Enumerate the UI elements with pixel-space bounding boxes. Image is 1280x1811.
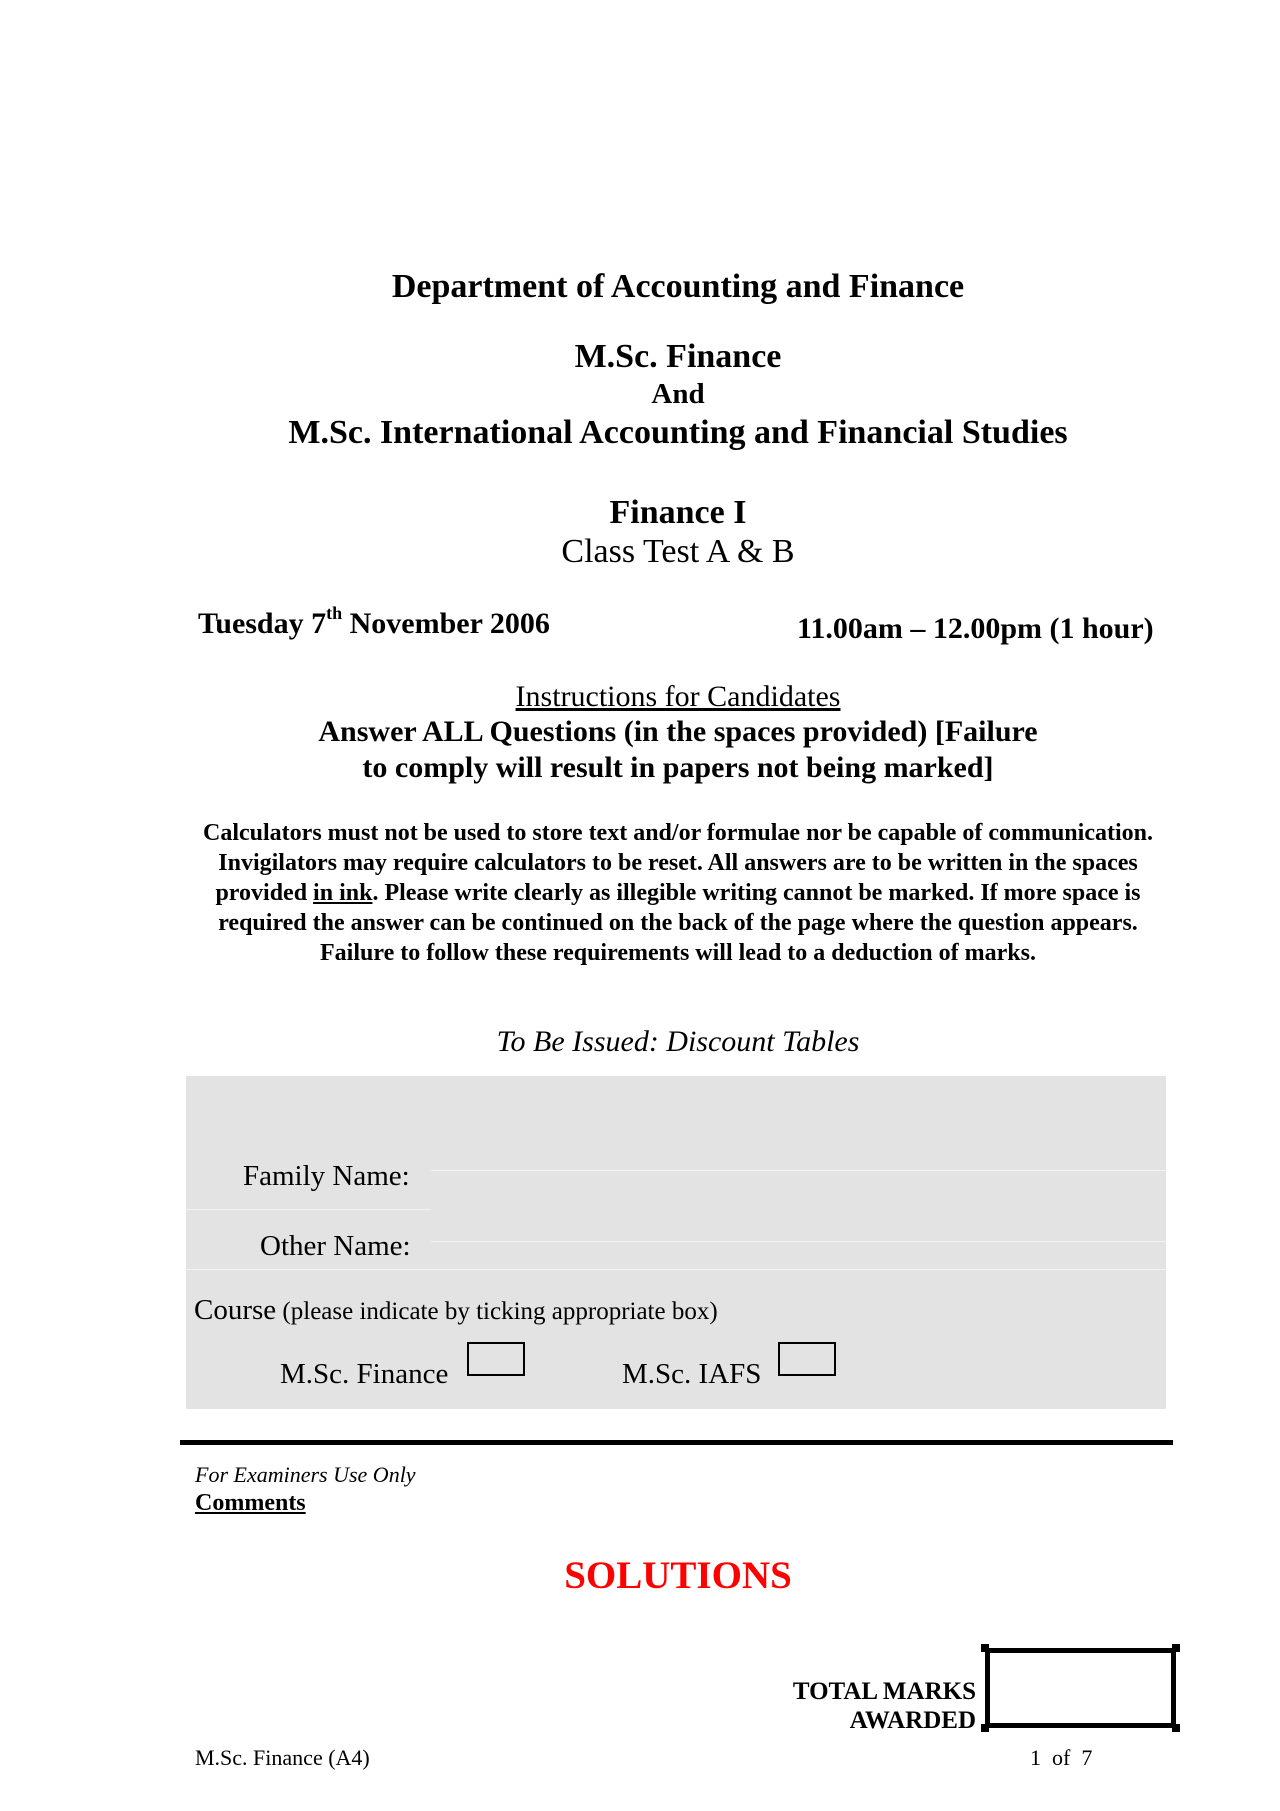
instructions-line-2: to comply will result in papers not being marked]	[362, 751, 994, 784]
msc-finance-checkbox[interactable]	[467, 1342, 525, 1376]
course-label-text: Course	[194, 1294, 277, 1326]
solutions-stamp: SOLUTIONS	[564, 1554, 792, 1597]
rules-part-2: . Please write clearly as illegible writing cannot be marked. If more space is required the answer can be continued on the back of the page where the question appears. Failure to follow these requirements will lead to a deduction of marks.	[218, 880, 1141, 966]
msc-iafs-checkbox[interactable]	[778, 1342, 836, 1376]
family-name-label: Family Name:	[243, 1160, 410, 1192]
rules-part-1: Calculators must not be used to store text and/or formulae nor be capable of communication. Invigilators may require calculators to be reset. All answers are to be written in the spaces provided	[203, 820, 1153, 906]
instructions-line-1: Answer ALL Questions (in the spaces provided) [Failure	[318, 715, 1038, 748]
other-name-label: Other Name:	[260, 1230, 411, 1262]
box-corner	[981, 1644, 989, 1652]
footer-course: M.Sc. Finance (A4)	[195, 1745, 370, 1770]
box-corner	[1172, 1724, 1180, 1732]
exam-rules	[180, 818, 1176, 968]
date-prefix: Tuesday 7	[198, 607, 327, 640]
date-suffix: th	[326, 603, 343, 623]
degree-title-1: M.Sc. Finance	[574, 338, 782, 375]
box-corner	[981, 1724, 989, 1732]
exam-time: 11.00am – 12.00pm (1 hour)	[797, 612, 1154, 645]
conjunction: And	[651, 378, 705, 410]
test-name: Class Test A & B	[561, 533, 795, 570]
section-divider	[180, 1440, 1173, 1445]
family-name-field[interactable]	[431, 1146, 1166, 1186]
comments-label: Comments	[195, 1490, 306, 1516]
other-name-field[interactable]	[431, 1216, 1166, 1256]
exam-date	[198, 603, 550, 641]
box-corner	[1172, 1644, 1180, 1652]
total-marks-box[interactable]	[985, 1648, 1176, 1728]
course-title: Finance I	[609, 494, 747, 531]
footer-page-number: 1 of 7	[1030, 1745, 1093, 1770]
candidate-details-form	[186, 1076, 1166, 1409]
course-label	[194, 1294, 718, 1327]
total-marks-line-1: TOTAL MARKS	[792, 1678, 976, 1705]
issued-materials: To Be Issued: Discount Tables	[496, 1025, 860, 1058]
rules-emphasis: in ink	[313, 880, 373, 906]
degree-title-2: M.Sc. International Accounting and Financial Studies	[288, 414, 1068, 451]
option-msc-iafs-label: M.Sc. IAFS	[622, 1358, 762, 1390]
instructions-heading: Instructions for Candidates	[515, 680, 841, 713]
form-divider	[186, 1209, 431, 1210]
department-title: Department of Accounting and Finance	[391, 268, 965, 305]
date-rest: November 2006	[342, 607, 550, 640]
examiners-note: For Examiners Use Only	[195, 1462, 416, 1487]
form-divider	[186, 1269, 1166, 1270]
option-msc-finance-label: M.Sc. Finance	[280, 1358, 449, 1390]
total-marks-label	[760, 1677, 976, 1735]
total-marks-line-2: AWARDED	[849, 1707, 976, 1734]
course-hint: (please indicate by ticking appropriate box)	[276, 1298, 718, 1325]
